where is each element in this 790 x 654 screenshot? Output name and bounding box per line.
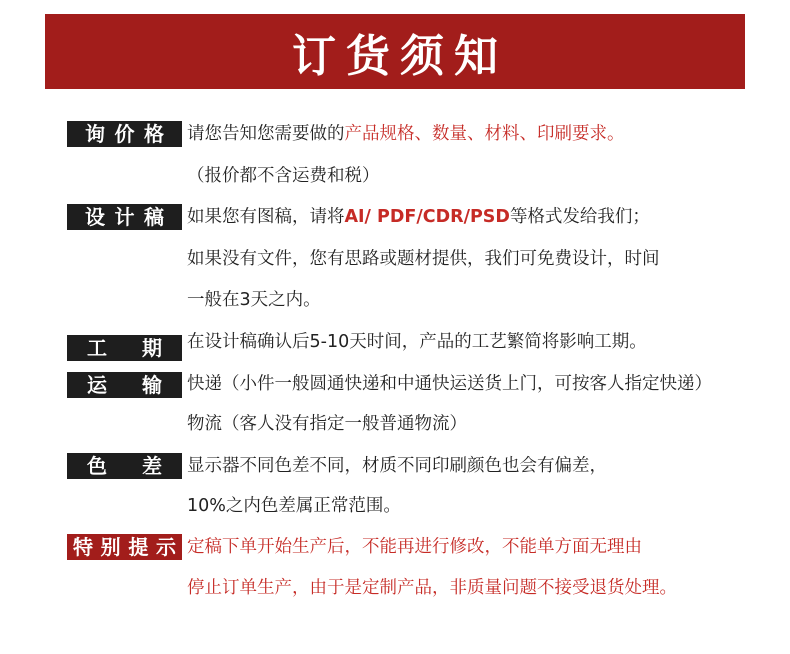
title-banner <box>45 14 745 89</box>
tag-period <box>67 335 182 361</box>
tag-inquiry <box>67 121 182 147</box>
page-title: 订货须知 <box>292 30 508 82</box>
notice-line-2: 停止订单生产，由于是定制产品，非质量问题不接受退货处理。 <box>187 578 677 598</box>
design-line-3: 一般在3天之内。 <box>187 290 321 310</box>
tag-char: 差 <box>142 454 162 478</box>
design-line-2: 如果没有文件，您有思路或题材提供，我们可免费设计，时间 <box>187 249 660 269</box>
tag-char: 运 <box>87 373 107 397</box>
tag-char: 特 <box>73 535 93 559</box>
tag-char: 格 <box>144 122 164 146</box>
tag-char: 计 <box>114 205 135 229</box>
tag-design <box>67 204 182 230</box>
tag-char: 色 <box>87 454 107 478</box>
design-text-a: 如果您有图稿，请将 <box>187 207 345 227</box>
notice-line-1: 定稿下单开始生产后，不能再进行修改，不能单方面无理由 <box>187 537 642 557</box>
inquiry-line-1 <box>187 121 625 147</box>
tag-char: 工 <box>87 336 107 360</box>
tag-notice <box>67 534 182 560</box>
inquiry-text: 请您告知您需要做的 <box>187 124 345 144</box>
shipping-line-1: 快递（小件一般圆通快递和中通快运送货上门，可按客人指定快递） <box>187 374 712 394</box>
design-line-1 <box>187 204 650 230</box>
color-line-2: 10%之内色差属正常范围。 <box>187 496 401 516</box>
tag-char: 提 <box>128 535 149 559</box>
inquiry-line-2: （报价都不含运费和税） <box>187 166 380 186</box>
tag-color <box>67 453 182 479</box>
design-formats: AI/ PDF/CDR/PSD <box>344 207 510 227</box>
tag-char: 别 <box>100 535 121 559</box>
design-text-b: 等格式发给我们； <box>509 207 650 227</box>
tag-char: 设 <box>85 205 105 229</box>
inquiry-highlight: 产品规格、数量、材料、印刷要求。 <box>344 124 625 144</box>
tag-char: 期 <box>142 336 162 360</box>
tag-char: 价 <box>114 122 135 146</box>
period-line-1: 在设计稿确认后5-10天时间，产品的工艺繁简将影响工期。 <box>187 332 647 352</box>
tag-char: 示 <box>155 535 176 559</box>
tag-char: 稿 <box>144 205 164 229</box>
shipping-line-2: 物流（客人没有指定一般普通物流） <box>187 414 467 434</box>
tag-char: 输 <box>142 373 162 397</box>
tag-char: 询 <box>85 122 105 146</box>
tag-shipping <box>67 372 182 398</box>
color-line-1: 显示器不同色差不同，材质不同印刷颜色也会有偏差， <box>187 456 607 476</box>
